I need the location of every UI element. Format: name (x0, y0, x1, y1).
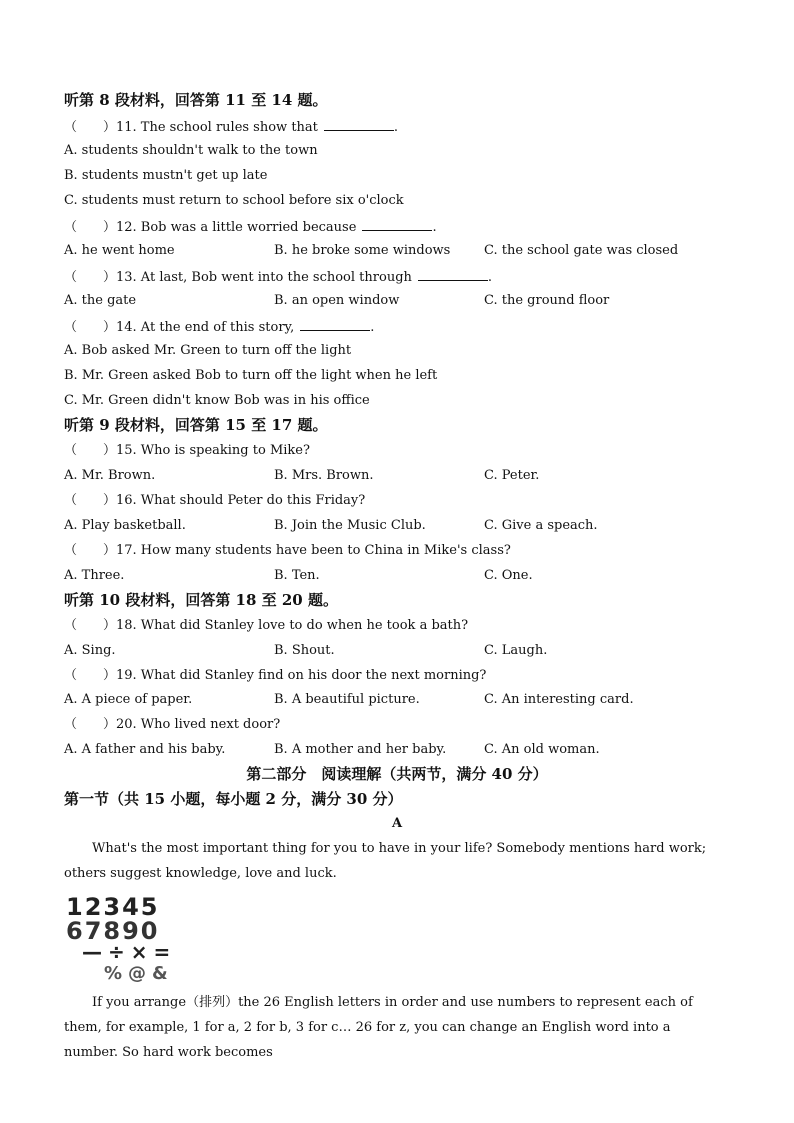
question-20: （ ）20. Who lived next door? (64, 717, 281, 732)
option-18c: C. Laugh. (484, 643, 548, 658)
option-19a: A. A piece of paper. (64, 692, 193, 707)
option-20b: B. A mother and her baby. (274, 742, 447, 757)
question-14: （ ）14. At the end of this story, . (64, 320, 375, 335)
option-11a: A. students shouldn't walk to the town (64, 143, 318, 158)
option-18b: B. Shout. (274, 643, 335, 658)
numbers-row-1: 12345 (66, 893, 160, 921)
option-11c: C. students must return to school before six o'clock (64, 193, 404, 208)
option-11b: B. students mustn't get up late (64, 168, 268, 183)
passage-paragraph-1: What's the most important thing for you to have in your life? Somebody mentions hard work; others suggest knowledge, love and luck. (64, 841, 707, 881)
question-11-text: （ ）11. The school rules show that (64, 120, 318, 135)
numbers-row-3: —÷×= (82, 940, 177, 964)
question-13-text: （ ）13. At last, Bob went into the school through (64, 270, 412, 285)
option-13c: C. the ground floor (484, 293, 610, 308)
option-17b: B. Ten. (274, 568, 320, 583)
option-16a: A. Play basketball. (64, 518, 186, 533)
question-18: （ ）18. What did Stanley love to do when he took a bath? (64, 618, 469, 633)
question-12-text: （ ）12. Bob was a little worried because (64, 220, 357, 235)
section-heading-10: 听第 10 段材料，回答第 18 至 20 题。 (64, 591, 338, 609)
question-16: （ ）16. What should Peter do this Friday? (64, 493, 366, 508)
numbers-row-2: 67890 (66, 917, 160, 945)
option-14b: B. Mr. Green asked Bob to turn off the light when he left (64, 368, 438, 383)
option-17c: C. One. (484, 568, 533, 583)
answer-blank (362, 218, 432, 231)
passage-letter: A (391, 816, 403, 831)
option-14c: C. Mr. Green didn't know Bob was in his office (64, 393, 370, 408)
option-16b: B. Join the Music Club. (274, 518, 426, 533)
question-15: （ ）15. Who is speaking to Mike? (64, 443, 310, 458)
passage-paragraph-2: If you arrange（排列）the 26 English letters in order and use numbers to represent each of them, for example, 1 for a, 2 for b, 3 for c… 26 for z, you can change an English word into a number. So hard work becomes (64, 995, 693, 1060)
question-19: （ ）19. What did Stanley find on his door the next morning? (64, 668, 487, 683)
option-15c: C. Peter. (484, 468, 540, 483)
numbers-illustration (64, 893, 214, 983)
option-12b: B. he broke some windows (274, 243, 451, 258)
question-14-text: （ ）14. At the end of this story, (64, 320, 295, 335)
numbers-row-4: %@& (104, 963, 174, 983)
option-16c: C. Give a speach. (484, 518, 598, 533)
answer-blank (324, 118, 394, 131)
answer-blank (418, 268, 488, 281)
option-14a: A. Bob asked Mr. Green to turn off the light (64, 343, 352, 358)
option-18a: A. Sing. (64, 643, 116, 658)
numbers-graphic (64, 893, 214, 983)
option-12a: A. he went home (64, 243, 175, 258)
option-17a: A. Three. (64, 568, 125, 583)
section-one-heading: 第一节（共 15 小题，每小题 2 分，满分 30 分） (64, 790, 403, 808)
option-13a: A. the gate (64, 293, 137, 308)
question-11: （ ）11. The school rules show that . (64, 120, 399, 135)
question-17: （ ）17. How many students have been to China in Mike's class? (64, 543, 511, 558)
section-heading-8: 听第 8 段材料，回答第 11 至 14 题。 (64, 91, 328, 109)
option-20a: A. A father and his baby. (64, 742, 226, 757)
question-13: （ ）13. At last, Bob went into the school through . (64, 270, 493, 285)
option-15b: B. Mrs. Brown. (274, 468, 374, 483)
section-heading-9: 听第 9 段材料，回答第 15 至 17 题。 (64, 416, 328, 434)
option-13b: B. an open window (274, 293, 400, 308)
answer-blank (300, 318, 370, 331)
question-12: （ ）12. Bob was a little worried because . (64, 220, 437, 235)
option-19c: C. An interesting card. (484, 692, 634, 707)
option-12c: C. the school gate was closed (484, 243, 679, 258)
option-20c: C. An old woman. (484, 742, 600, 757)
part-two-title: 第二部分 阅读理解（共两节，满分 40 分） (246, 765, 548, 783)
option-19b: B. A beautiful picture. (274, 692, 420, 707)
option-15a: A. Mr. Brown. (64, 468, 156, 483)
